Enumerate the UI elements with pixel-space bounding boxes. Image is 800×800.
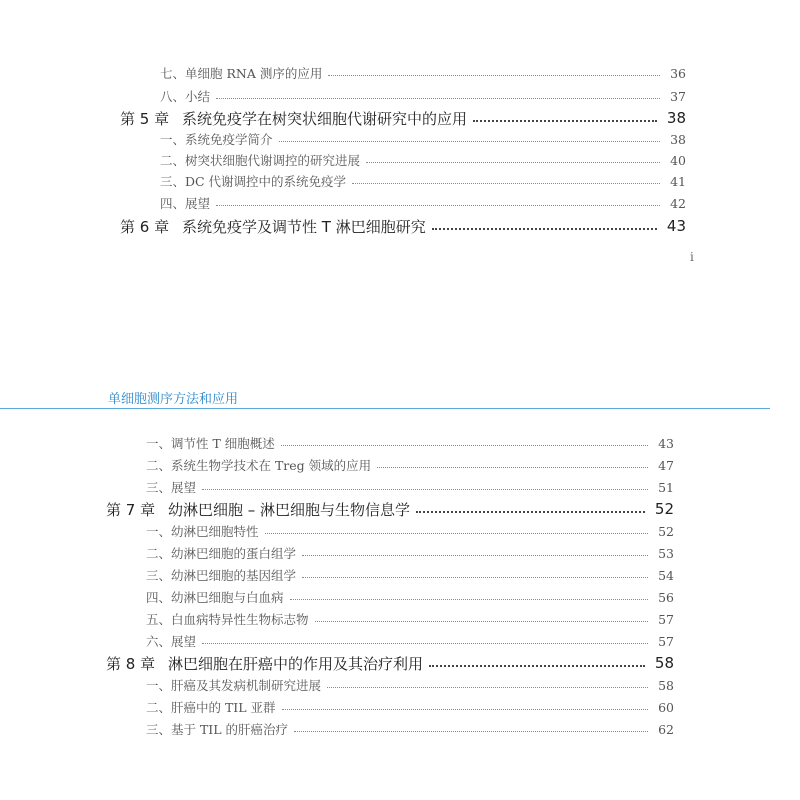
chapter-title: 系统免疫学及调节性 T 淋巴细胞研究 — [182, 217, 426, 236]
toc-entry-title: 三、展望 — [146, 480, 197, 495]
dot-leader — [432, 228, 657, 230]
chapter-number: 第 7 章 — [106, 500, 156, 519]
toc-entry-title: 三、基于 TIL 的肝癌治疗 — [146, 722, 289, 737]
toc-entry-page: 54 — [658, 567, 674, 583]
toc-entry-page: 51 — [658, 479, 674, 495]
toc-entry-title: 一、调节性 T 细胞概述 — [146, 436, 275, 451]
chapter-title: 幼淋巴细胞 – 淋巴细胞与生物信息学 — [168, 500, 411, 519]
toc-entry-title: 二、系统生物学技术在 Treg 领域的应用 — [146, 458, 372, 473]
toc-entry-page: 62 — [658, 721, 674, 737]
toc-entry-page: 53 — [658, 545, 674, 561]
toc-entry-page: 42 — [670, 195, 686, 211]
dot-leader — [302, 577, 648, 578]
toc-entry — [146, 630, 674, 652]
header-rule — [0, 408, 770, 409]
toc-entry — [146, 542, 674, 564]
toc-entry-page: 36 — [670, 65, 686, 81]
toc-page-top — [0, 0, 800, 300]
toc-chapter — [106, 498, 674, 520]
toc-entry-title: 三、幼淋巴细胞的基因组学 — [146, 568, 297, 583]
toc-entry — [160, 85, 686, 107]
chapter-title: 淋巴细胞在肝癌中的作用及其治疗利用 — [168, 654, 424, 673]
toc-entry-page: 40 — [670, 152, 686, 168]
toc-entry-title: 二、幼淋巴细胞的蛋白组学 — [146, 546, 297, 561]
toc-entry-title: 五、白血病特异性生物标志物 — [146, 612, 309, 627]
dot-leader — [473, 120, 657, 122]
dot-leader — [429, 665, 645, 667]
toc-entry — [146, 718, 674, 740]
dot-leader — [366, 162, 660, 163]
toc-entry-title: 四、展望 — [160, 196, 211, 211]
toc-entry — [146, 608, 674, 630]
dot-leader — [281, 445, 648, 446]
toc-entry-title: 二、肝癌中的 TIL 亚群 — [146, 700, 276, 715]
dot-leader — [328, 75, 660, 76]
toc-entry-page: 37 — [670, 88, 686, 104]
dot-leader — [290, 599, 649, 600]
toc-entry — [146, 674, 674, 696]
toc-entry-title: 一、系统免疫学简介 — [160, 132, 273, 147]
toc-entry — [146, 564, 674, 586]
dot-leader — [282, 709, 649, 710]
toc-entry — [160, 62, 686, 84]
toc-entry-title: 一、肝癌及其发病机制研究进展 — [146, 678, 322, 693]
dot-leader — [377, 467, 648, 468]
toc-entry-page: 41 — [670, 173, 686, 189]
toc-entry-page: 60 — [658, 699, 674, 715]
toc-entry — [146, 520, 674, 542]
toc-chapter — [120, 107, 686, 129]
toc-entry-title: 一、幼淋巴细胞特性 — [146, 524, 259, 539]
toc-entry — [160, 128, 686, 150]
toc-entry — [146, 454, 674, 476]
dot-leader — [416, 511, 645, 513]
toc-entry-page: 38 — [670, 131, 686, 147]
page-folio: i — [690, 250, 694, 264]
toc-chapter — [120, 215, 686, 237]
dot-leader — [302, 555, 648, 556]
chapter-title: 系统免疫学在树突状细胞代谢研究中的应用 — [182, 109, 468, 128]
chapter-number: 第 5 章 — [120, 109, 170, 128]
toc-entry — [146, 696, 674, 718]
dot-leader — [352, 183, 660, 184]
dot-leader — [216, 98, 660, 99]
toc-chapter-page: 38 — [666, 109, 686, 127]
toc-entry — [146, 586, 674, 608]
toc-entry-title: 六、展望 — [146, 634, 197, 649]
toc-chapter-page: 52 — [654, 500, 674, 518]
dot-leader — [279, 141, 661, 142]
toc-entry-page: 58 — [658, 677, 674, 693]
dot-leader — [202, 643, 648, 644]
toc-entry — [160, 192, 686, 214]
toc-entry-page: 43 — [658, 435, 674, 451]
toc-entry-title: 二、树突状细胞代谢调控的研究进展 — [160, 153, 361, 168]
dot-leader — [315, 621, 649, 622]
toc-entry-page: 52 — [658, 523, 674, 539]
running-header: 单细胞测序方法和应用 — [108, 392, 239, 407]
toc-chapter — [106, 652, 674, 674]
dot-leader — [202, 489, 648, 490]
toc-entry-page: 57 — [658, 611, 674, 627]
toc-entry-title: 八、小结 — [160, 89, 211, 104]
toc-entry-page: 57 — [658, 633, 674, 649]
toc-entry — [146, 476, 674, 498]
toc-entry — [160, 149, 686, 171]
toc-entry-title: 三、DC 代谢调控中的系统免疫学 — [160, 174, 347, 189]
toc-chapter-page: 43 — [666, 217, 686, 235]
dot-leader — [265, 533, 649, 534]
toc-entry — [146, 432, 674, 454]
toc-page-bottom — [0, 380, 800, 800]
toc-entry-title: 四、幼淋巴细胞与白血病 — [146, 590, 284, 605]
dot-leader — [216, 205, 660, 206]
toc-chapter-page: 58 — [654, 654, 674, 672]
toc-entry-page: 47 — [658, 457, 674, 473]
toc-entry — [160, 170, 686, 192]
toc-entry-page: 56 — [658, 589, 674, 605]
chapter-number: 第 6 章 — [120, 217, 170, 236]
toc-entry-title: 七、单细胞 RNA 测序的应用 — [160, 66, 323, 81]
dot-leader — [327, 687, 648, 688]
dot-leader — [294, 731, 648, 732]
chapter-number: 第 8 章 — [106, 654, 156, 673]
